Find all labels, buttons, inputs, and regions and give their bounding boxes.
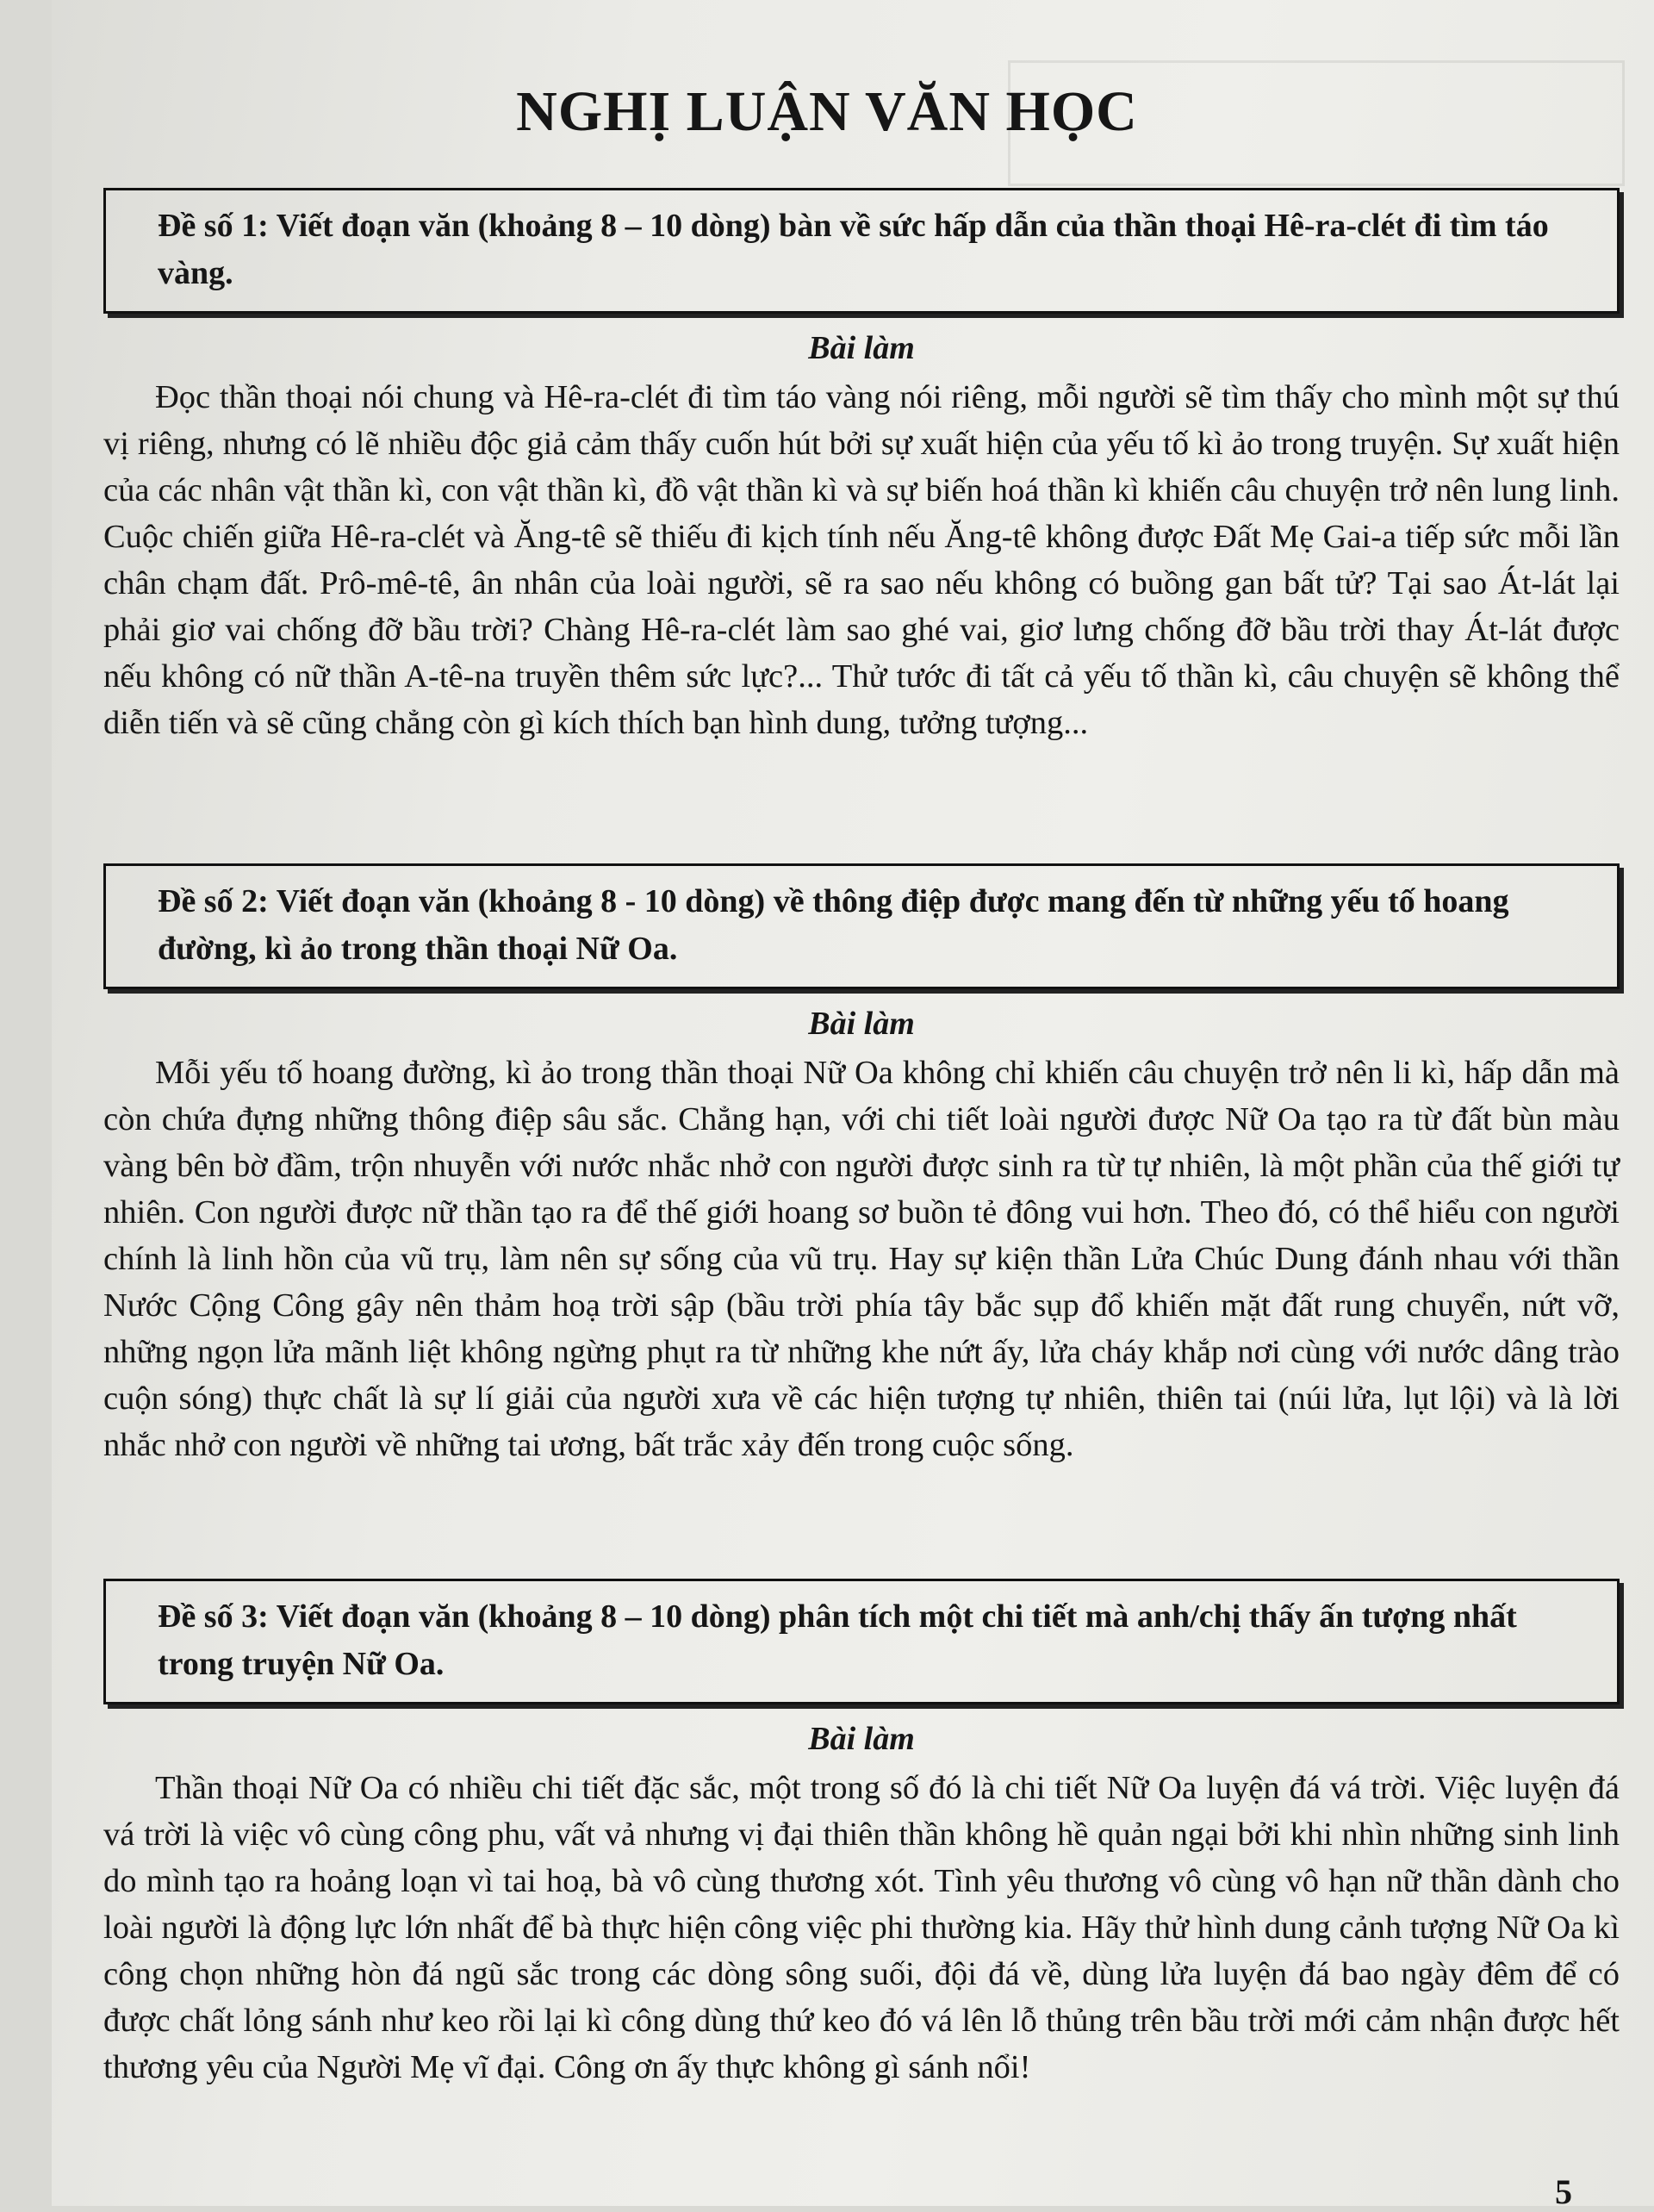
prompt-box-1: Đề số 1: Viết đoạn văn (khoảng 8 – 10 dòng) bàn về sức hấp dẫn của thần thoại Hê-ra-clét đi tìm táo vàng.	[103, 188, 1620, 314]
page-title: NGHỊ LUẬN VĂN HỌC	[516, 80, 1138, 143]
prompt-box-3: Đề số 3: Viết đoạn văn (khoảng 8 – 10 dòng) phân tích một chi tiết mà anh/chị thấy ấn tượng nhất trong truyện Nữ Oa.	[103, 1579, 1620, 1704]
answer-paragraph-1: Đọc thần thoại nói chung và Hê-ra-clét đi tìm táo vàng nói riêng, mỗi người sẽ tìm thấy cho mình một sự thú vị riêng, nhưng có lẽ nhiều độc giả cảm thấy cuốn hút bởi sự xuất hiện của yếu tố kì ảo trong truyện. Sự xuất hiện của các nhân vật thần kì, con vật thần kì, đồ vật thần kì và sự biến hoá thần kì khiến câu chuyện trở nên lung linh. Cuộc chiến giữa Hê-ra-clét và Ăng-tê sẽ thiếu đi kịch tính nếu Ăng-tê không được Đất Mẹ Gai-a tiếp sức mỗi lần chân chạm đất. Prô-mê-tê, ân nhân của loài người, sẽ ra sao nếu không có buồng gan bất tử? Tại sao Át-lát lại phải giơ vai chống đỡ bầu trời? Chàng Hê-ra-clét làm sao ghé vai, giơ lưng chống đỡ bầu trời thay Át-lát được nếu không có nữ thần A-tê-na truyền thêm sức lực?... Thử tước đi tất cả yếu tố thần kì, câu chuyện sẽ không thể diễn tiến và sẽ cũng chẳng còn gì kích thích bạn hình dung, tưởng tượng...	[103, 379, 1620, 741]
section-2	[103, 863, 1620, 1468]
answer-heading-1: Bài làm	[808, 330, 915, 366]
page-number: 5	[1555, 2172, 1572, 2211]
answer-heading-3: Bài làm	[808, 1721, 915, 1757]
book-page	[52, 0, 1654, 2211]
prompt-box-2: Đề số 2: Viết đoạn văn (khoảng 8 - 10 dòng) về thông điệp được mang đến từ những yếu tố hoang đường, kì ảo trong thần thoại Nữ Oa.	[103, 863, 1620, 989]
answer-paragraph-2: Mỗi yếu tố hoang đường, kì ảo trong thần thoại Nữ Oa không chỉ khiến câu chuyện trở nên li kì, hấp dẫn mà còn chứa đựng những thông điệp sâu sắc. Chẳng hạn, với chi tiết loài người được Nữ Oa tạo ra từ đất bùn màu vàng bên bờ đầm, trộn nhuyễn với nước nhắc nhở con người được sinh ra từ tự nhiên, là một phần của thế giới tự nhiên. Con người được nữ thần tạo ra để thế giới hoang sơ buồn tẻ đông vui hơn. Theo đó, có thể hiểu con người chính là linh hồn của vũ trụ, làm nên sự sống của vũ trụ. Hay sự kiện thần Lửa Chúc Dung đánh nhau với thần Nước Cộng Công gây nên thảm hoạ trời sập (bầu trời phía tây bắc sụp đổ khiến mặt đất rung chuyển, nứt vỡ, những ngọn lửa mãnh liệt không ngừng phụt ra từ những khe nứt ấy, lửa cháy khắp nơi cùng với nước dâng trào cuộn sóng) thực chất là sự lí giải của người xưa về các hiện tượng tự nhiên, thiên tai (núi lửa, lụt lội) và là lời nhắc nhở con người về những tai ương, bất trắc xảy đến trong cuộc sống.	[103, 1055, 1620, 1463]
section-3	[103, 1579, 1620, 2090]
section-1	[103, 188, 1620, 746]
answer-heading-2: Bài làm	[808, 1006, 915, 1042]
answer-paragraph-3: Thần thoại Nữ Oa có nhiều chi tiết đặc sắc, một trong số đó là chi tiết Nữ Oa luyện đá vá trời. Việc luyện đá vá trời là việc vô cùng công phu, vất vả nhưng vị đại thiên thần không hề quản ngại bởi khi nhìn những sinh linh do mình tạo ra hoảng loạn vì tai hoạ, bà vô cùng thương xót. Tình yêu thương vô cùng vô hạn nữ thần dành cho loài người là động lực lớn nhất để bà thực hiện công việc phi thường kia. Hãy thử hình dung cảnh tượng Nữ Oa kì công chọn những hòn đá ngũ sắc trong các dòng sông suối, đội đá về, dùng lửa luyện đá bao ngày đêm để có được chất lỏng sánh như keo rồi lại kì công dùng thứ keo đó vá lên lỗ thủng trên bầu trời mới cảm nhận được hết thương yêu của Người Mẹ vĩ đại. Công ơn ấy thực không gì sánh nổi!	[103, 1770, 1620, 2085]
